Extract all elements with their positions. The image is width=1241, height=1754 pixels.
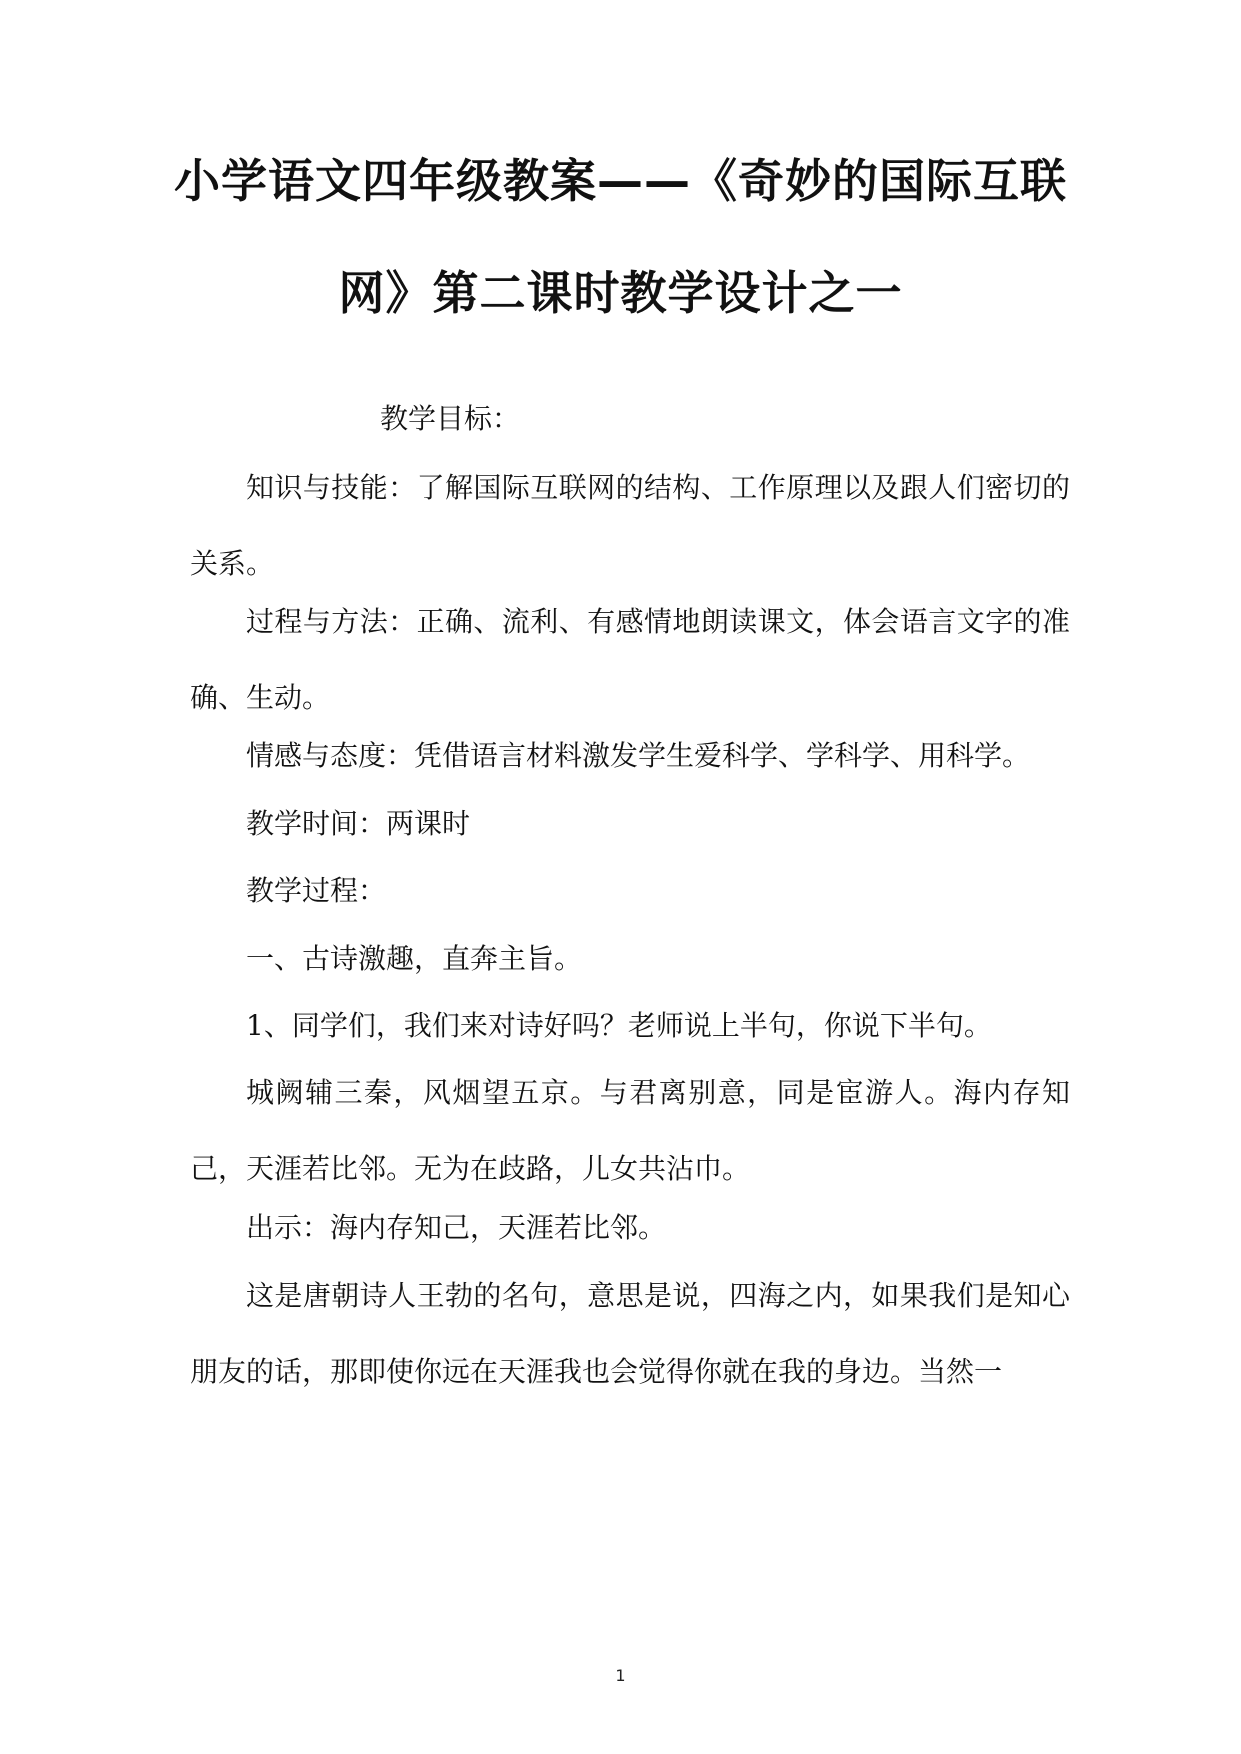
paragraph-process-methods: 过程与方法：正确、流利、有感情地朗读课文，体会语言文字的准确、生动。 xyxy=(190,605,1070,714)
paragraph-teaching-time: 教学时间：两课时 xyxy=(246,807,471,840)
paragraph-teaching-process-heading: 教学过程： xyxy=(246,874,387,907)
paragraph-display-line: 出示：海内存知己，天涯若比邻。 xyxy=(246,1211,667,1244)
page-number: 1 xyxy=(615,1666,626,1685)
paragraph-step-one: 1、同学们，我们来对诗好吗？老师说上半句，你说下半句。 xyxy=(246,1009,992,1042)
paragraph-teaching-goals-heading: 教学目标： xyxy=(380,402,521,435)
document-title-line-1: 小学语文四年级教案——《奇妙的国际互联 xyxy=(174,154,1067,208)
paragraph-poem-explanation: 这是唐朝诗人王勃的名句，意思是说，四海之内，如果我们是知心朋友的话，那即使你远在天涯我也会觉得你就在我的身边。当然一 xyxy=(190,1279,1070,1388)
paragraph-poem: 城阙辅三秦，风烟望五京。与君离别意，同是宦游人。海内存知己，天涯若比邻。无为在歧路，儿女共沾巾。 xyxy=(190,1076,1070,1185)
paragraph-emotion-attitude: 情感与态度：凭借语言材料激发学生爱科学、学科学、用科学。 xyxy=(246,739,1031,772)
document-title-line-2: 网》第二课时教学设计之一 xyxy=(338,266,903,320)
paragraph-knowledge-skills: 知识与技能：了解国际互联网的结构、工作原理以及跟人们密切的关系。 xyxy=(190,471,1070,580)
paragraph-section-one: 一、古诗激趣，直奔主旨。 xyxy=(246,942,583,975)
